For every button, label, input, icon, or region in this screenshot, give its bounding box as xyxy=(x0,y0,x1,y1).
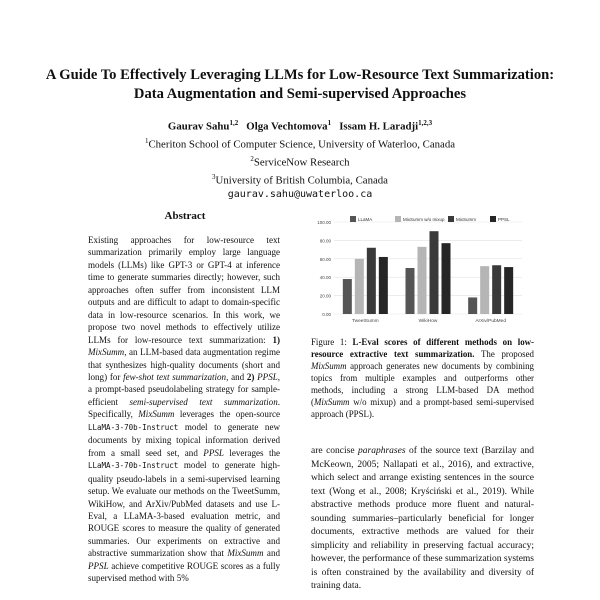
bar xyxy=(355,259,364,314)
abstract-text: , a prompt-based pseudolabeling strategy for sample-efficient xyxy=(88,371,281,407)
caption-paragraph xyxy=(311,336,534,420)
caption-text: MixSumm xyxy=(311,361,347,371)
affil-sup: 2 xyxy=(250,155,254,164)
y-tick-label: 60.00 xyxy=(319,256,331,262)
x-tick-label: TweetSumm xyxy=(351,319,379,324)
y-tick-label: 80.00 xyxy=(319,238,331,244)
y-tick-label: 0.00 xyxy=(322,312,331,317)
caption-text: approach generates new documents by combining topics from multiple examples and outperforms other methods, including a strong LLM-based DA method ( xyxy=(311,361,534,407)
abstract-text: achieve competitive ROUGE scores as a fully supervised method with 5% xyxy=(88,560,280,584)
affil-text: University of British Columbia, Canada xyxy=(215,174,388,187)
abstract-paragraph xyxy=(88,234,280,585)
abstract-text: semi-supervised text summarization xyxy=(129,396,278,407)
x-tick-label: WikiHow xyxy=(418,319,438,324)
legend-swatch xyxy=(350,216,356,222)
bar xyxy=(406,268,415,314)
author-email[interactable]: gaurav.sahu@uwaterloo.ca xyxy=(227,189,373,201)
abstract-text: MixSumm xyxy=(138,409,175,420)
abstract-text: MixSumm xyxy=(88,347,125,358)
caption-label: Figure 1: xyxy=(311,337,347,347)
bar xyxy=(492,265,501,314)
author-sup: 1 xyxy=(327,119,332,127)
figure-caption xyxy=(311,336,534,420)
figure-1-chart xyxy=(310,210,530,330)
bar xyxy=(430,231,439,314)
abstract-text: few-shot text summarization xyxy=(123,371,227,382)
affiliation xyxy=(40,152,560,170)
caption-text: MixSumm xyxy=(313,397,350,407)
caption-text: w/o mixup) and a prompt-based semi-supervised approach (PPSL). xyxy=(311,397,534,419)
author-name: Olga Vechtomova xyxy=(246,120,328,133)
bar xyxy=(504,267,513,314)
abstract-heading: Abstract xyxy=(164,210,206,222)
bar xyxy=(442,243,451,314)
legend-swatch xyxy=(490,216,496,222)
author-name: Issam H. Laradji xyxy=(339,120,419,133)
author-sup: 1,2,3 xyxy=(418,119,433,127)
abstract-text: model to generate new documents by mixing topical information derived from a small seed set, and xyxy=(88,421,280,458)
body-text-span: are concise xyxy=(311,446,359,456)
abstract-text: PPSL xyxy=(88,560,109,571)
author-name: Gaurav Sahu xyxy=(167,120,230,133)
abstract-text: , an LLM-based data augmentation regime that synthesizes high-quality documents (short and long) for xyxy=(88,347,280,382)
abstract-text: , and xyxy=(226,371,247,382)
abstract-text: leverages the xyxy=(223,447,280,458)
body-paragraph xyxy=(311,445,534,594)
affiliation xyxy=(40,170,560,188)
affil-text: Cheriton School of Computer Science, University of Waterloo, Canada xyxy=(148,138,456,151)
affil-text: ServiceNow Research xyxy=(253,156,350,169)
legend-label: MixSumm xyxy=(456,217,476,222)
abstract-text: model to generate high-quality pseudo-labels in a semi-supervised learning setup. We evaluate our methods on the TweetSumm, WikiHow, and ArXiv/PubMed datasets and use L-Eval, a LLaMA-3-based evaluation metric, and ROUGE scores to measure the quality of generated summaries. Our experiments on extractive and abstractive summarization show that xyxy=(88,460,280,559)
body-text-span: of the source text (Barzilay and McKeown, 2005; Nallapati et al., 2016), and extractive, which select and arrange existing sentences in the source text (Wong et al., 2008; Kryściński et al., 2019). While abstractive methods produce more fluent and natural-sounding summaries–particularly beneficial for longer documents, extractive methods are valued for their simplicity and reliability in preserving factual accuracy; however, the performance of these summarization systems is often constrained by the availability and diversity of training data. xyxy=(311,446,534,591)
affiliation xyxy=(40,134,560,152)
y-tick-label: 40.00 xyxy=(319,275,331,281)
paper-title: A Guide To Effectively Leveraging LLMs for Low-Resource Text Summarization: Data Augmentation and Semi-supervised Approaches xyxy=(45,67,555,102)
caption-text: The proposed xyxy=(474,349,534,359)
affil-sup: 1 xyxy=(144,137,149,146)
author-block xyxy=(40,116,560,203)
bar xyxy=(480,266,489,314)
legend-label: LLaMA xyxy=(358,217,373,222)
affil-sup: 3 xyxy=(212,173,216,182)
x-tick-label: ArXiv/PubMed xyxy=(475,319,507,324)
bar xyxy=(367,248,376,314)
y-tick-label: 20.00 xyxy=(319,293,331,299)
body-text xyxy=(311,445,534,594)
bar xyxy=(379,257,388,314)
bar xyxy=(418,247,427,314)
abstract-text: and xyxy=(263,548,280,559)
legend-swatch xyxy=(448,216,454,222)
author-names xyxy=(40,116,560,134)
abstract-text: MixSumm xyxy=(227,548,264,559)
abstract-text: Existing approaches for low-resource text summarization primarily employ large language models (LLMs) like GPT-3 or GPT-4 at inference time to generate summaries directly; however, such approaches often suffer from inconsistent LLM outputs and are difficult to adapt to domain-specific data in low-resource scenarios. In this work, we propose two novel methods to effectively utilize LLMs for low-resource text summarization: xyxy=(88,235,280,345)
abstract-text: LLaMA-3-70b-Instruct xyxy=(88,461,179,471)
abstract-text: PPSL xyxy=(203,447,224,458)
abstract-text: PPSL xyxy=(257,371,278,382)
abstract-text: . Specifically, xyxy=(88,396,280,420)
bar xyxy=(343,279,352,314)
legend-swatch xyxy=(395,216,401,222)
author-sup: 1,2 xyxy=(229,119,239,127)
abstract-text: LLaMA-3-70b-Instruct xyxy=(88,422,179,432)
abstract-text: 2) xyxy=(246,371,255,382)
caption-bold: L-Eval scores of different methods on low-resource extractive text summarization. xyxy=(311,337,535,359)
abstract-body xyxy=(88,234,280,585)
abstract-text: leverages the open-source xyxy=(174,409,280,420)
body-text-span: paraphrases xyxy=(358,446,406,456)
legend-label: MixSumm w/o mixup xyxy=(403,217,445,222)
bar xyxy=(468,297,477,314)
abstract-text: 1) xyxy=(272,334,280,345)
legend-label: PPSL xyxy=(498,217,510,222)
y-tick-label: 100.00 xyxy=(317,220,331,225)
